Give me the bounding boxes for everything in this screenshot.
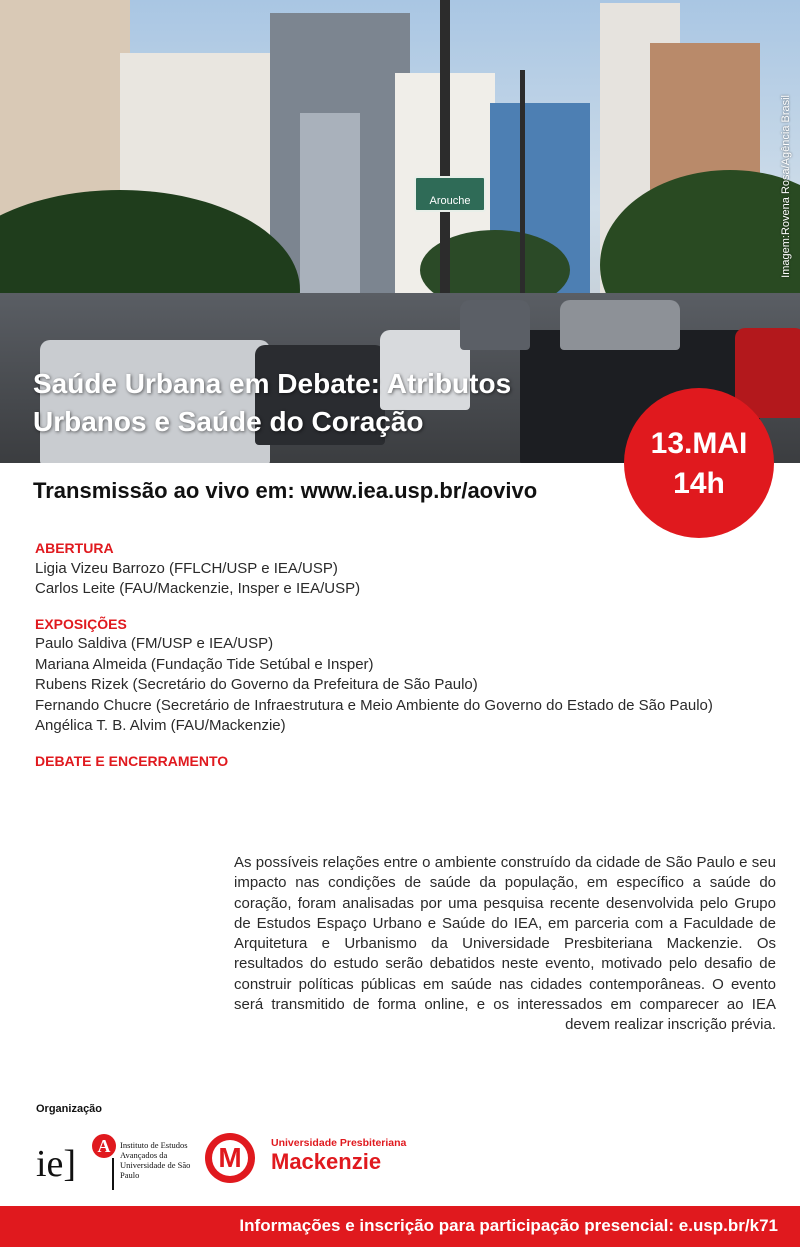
event-title [33,365,673,441]
section-opening [35,538,795,600]
speaker: Mariana Almeida (Fundação Tide Setúbal e Insper) [35,655,374,673]
car [560,300,680,350]
speaker: Paulo Saldiva (FM/USP e IEA/USP) [35,635,274,652]
footer-bar [0,1206,800,1247]
section-title: EXPOSIÇÕES [35,615,127,632]
mackenzie-logo-name: Mackenzie [271,1149,382,1174]
photo-credit: Imagem:Rovena Rosa/Agência Brasil [780,95,792,278]
date-badge [624,388,774,538]
speaker: Angélica T. B. Alvim (FAU/Mackenzie) [35,717,286,734]
iea-logo-divider [112,1158,114,1190]
speaker: Fernando Chucre (Secretário de Infraestrutura e Meio Ambiente do Governo do Estado de São Paulo) [35,696,713,714]
iea-logo[interactable] [36,1128,196,1192]
street-sign [414,176,486,212]
mackenzie-logo[interactable] [205,1133,405,1189]
iea-logo-a-icon: A [92,1134,116,1158]
car [460,300,530,350]
section-closing [35,751,795,772]
speaker: Carlos Leite (FAU/Mackenzie, Insper e IEA/USP) [35,580,361,597]
event-time: 14h [673,467,725,500]
speaker: Ligia Vizeu Barrozo (FFLCH/USP e IEA/USP) [35,559,338,577]
speaker: Rubens Rizek (Secretário do Governo da Prefeitura de São Paulo) [35,676,478,693]
street-pole [520,70,525,330]
building [300,113,360,313]
event-title-line-1: Saúde Urbana em Debate: Atributos [33,368,512,399]
program [35,538,795,785]
mackenzie-logo-subtitle: Universidade Presbiteriana [271,1137,407,1149]
event-date: 13.MAI [650,427,748,460]
iea-logo-name: Instituto de Estudos Avançados da Universidade de São Paulo [120,1140,191,1180]
section-title: DEBATE E ENCERRAMENTO [35,752,229,769]
section-title: ABERTURA [35,540,114,556]
street-pole [440,0,450,330]
organization-label: Organização [36,1103,103,1115]
livestream-link[interactable]: Transmissão ao vivo em: www.iea.usp.br/aovivo [33,478,538,503]
section-talks [35,614,795,737]
mackenzie-logo-m-icon: M [212,1140,248,1176]
event-description: As possíveis relações entre o ambiente construído da cidade de São Paulo e seu impacto nas condições de saúde da população, em específico a saúde do coração, foram analisadas por uma pesquisa recente desenvolvida pelo Grupo de Estudos Espaço Urbano e Saúde do IEA, em parceria com a Faculdade de Arquitetura e Urbanismo da Universidade Presbiteriana Mackenzie. Os resultados do estudo serão debatidos neste evento, motivado pelo desafio de construir políticas públicas em saúde nas cidades contemporâneas. O evento será transmitido de forma online, e os interessados em comparecer ao IEA devem realizar inscrição prévia. [234,854,776,1034]
street-sign-text: Arouche [429,195,471,207]
mackenzie-logo-circle [205,1133,255,1183]
registration-link[interactable]: Informações e inscrição para participação presencial: e.usp.br/k71 [239,1216,778,1235]
event-title-line-2: Urbanos e Saúde do Coração [33,406,424,437]
iea-logo-mark: ie] [36,1143,77,1185]
